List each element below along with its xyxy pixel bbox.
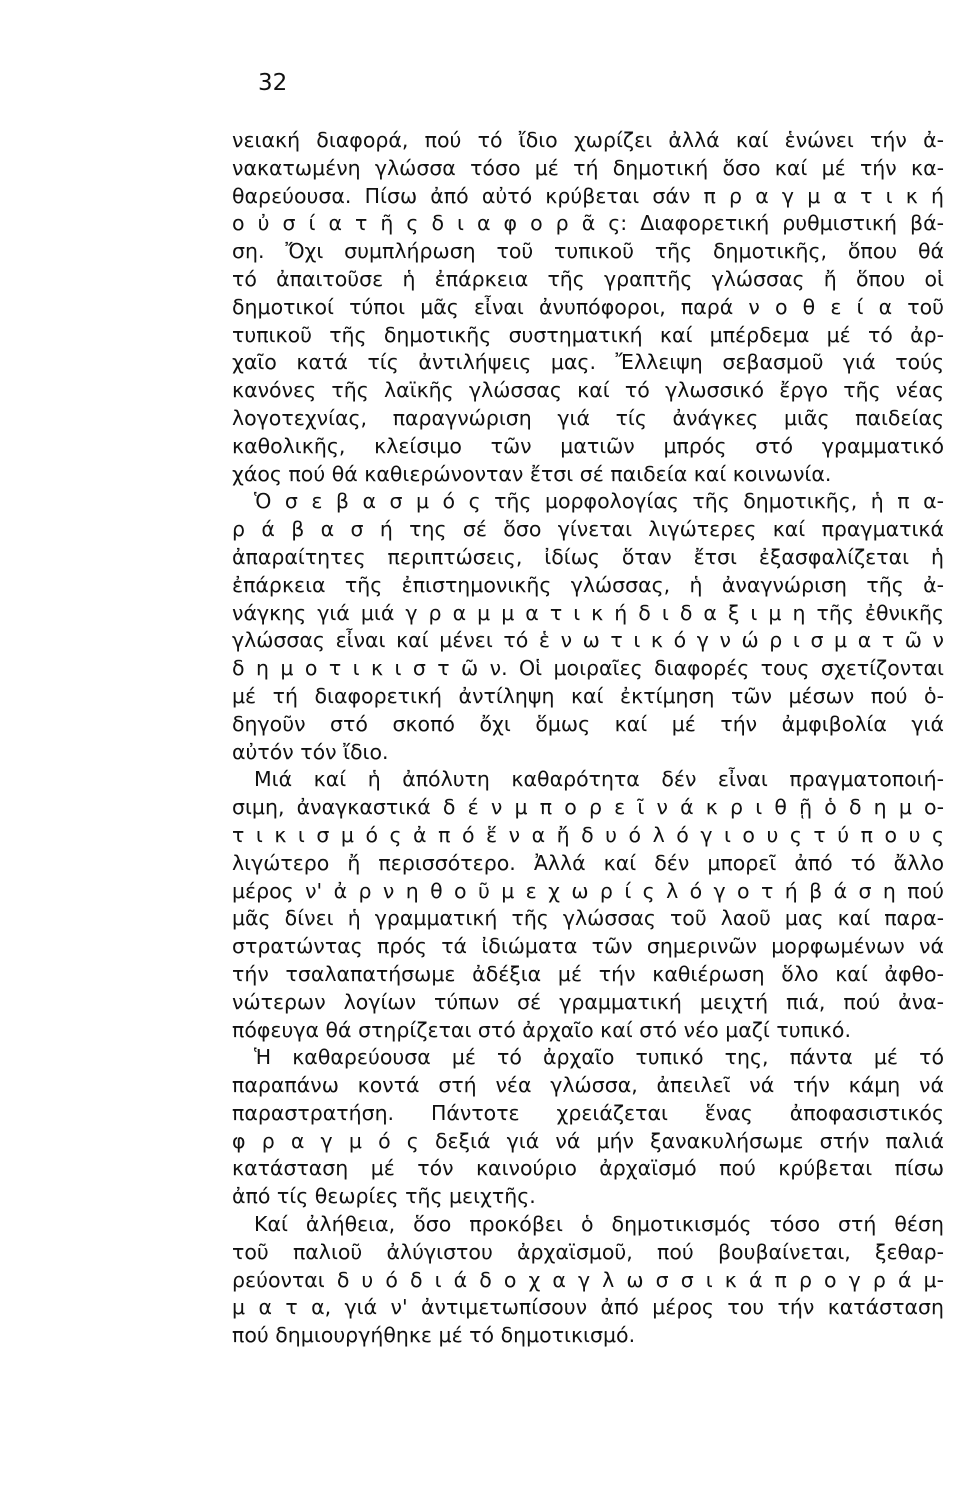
text-line: ἀπό τίς θεωρίες τῆς μειχτῆς.	[232, 1184, 536, 1209]
text-line: νώτερων λογίων τύπων σέ γραμματική μειχτή πιά, πού ἀνα-	[232, 989, 944, 1014]
text-line: Ὁ σ ε β α σ μ ό ς τῆς μορφολογίας τῆς δημοτικῆς, ἡ π α-	[254, 489, 944, 514]
text-line: κατάσταση μέ τόν καινούριο ἀρχαϊσμό πού κρύβεται πίσω	[232, 1156, 944, 1181]
text-line: δημοτικοί τύποι μᾶς εἶναι ἀνυπόφοροι, παρά ν ο θ ε ί α τοῦ	[232, 294, 944, 319]
text-line: ρ ά β α σ ή της σέ ὅσο γίνεται λιγώτερες καί πραγματικά	[232, 517, 944, 542]
text-line: παραστρατήση. Πάντοτε χρειάζεται ἕνας ἀποφασιστικός	[232, 1100, 944, 1125]
text-line: σιμη, ἀναγκαστικά δ έ ν μ π ο ρ ε ῖ ν ά κ ρ ι θ ῇ ὁ δ η μ ο-	[232, 795, 944, 820]
text-line: χάος πού θά καθιερώνονταν ἔτσι σέ παιδεία καί κοινωνία.	[232, 461, 832, 486]
text-line: Καί ἀλήθεια, ὅσο προκόβει ὁ δημοτικισμός τόσο στή θέση	[254, 1212, 944, 1237]
text-line: πού δημιουργήθηκε μέ τό δημοτικισμό.	[232, 1323, 636, 1348]
text-line: πόφευγα θά στηρίζεται στό ἀρχαῖο καί στό νέο μαζί τυπικό.	[232, 1017, 851, 1042]
text-line: μέ τή διαφορετική ἀντίληψη καί ἐκτίμηση τῶν μέσων πού ὁ-	[232, 683, 944, 708]
text-line: τυπικοῦ τῆς δημοτικῆς συστηματική καί μπέρδεμα μέ τό ἀρ-	[232, 322, 944, 347]
text-line: κανόνες τῆς λαϊκῆς γλώσσας καί τό γλωσσικό ἔργο τῆς νέας	[232, 378, 944, 403]
text-line: τήν τσαλαπατήσωμε ἀδέξια μέ τήν καθιέρωση ὅλο καί ἀφθο-	[232, 961, 944, 986]
text-line: θαρεύουσα. Πίσω ἀπό αὐτό κρύβεται σάν π ρ α γ μ α τ ι κ ή	[232, 183, 944, 208]
text-line: μᾶς δίνει ἡ γραμματική τῆς γλώσσας τοῦ λαοῦ μας καί παρα-	[232, 906, 944, 931]
text-line: χαῖο κατά τίς ἀντιλήψεις μας. Ἔλλειψη σεβασμοῦ γιά τούς	[232, 350, 944, 375]
text-line: τ ι κ ι σ μ ό ς ἀ π ό ἕ ν α ἤ δ υ ό λ ό γ ι ο υ ς τ ύ π ο υ ς	[232, 822, 944, 847]
text-line: ἀπαραίτητες περιπτώσεις, ἰδίως ὅταν ἔτσι ἐξασφαλίζεται ἡ	[232, 544, 944, 569]
text-line: δηγοῦν στό σκοπό ὄχι ὅμως καί μέ τήν ἀμφιβολία γιά	[232, 711, 944, 736]
text-line: δ η μ ο τ ι κ ι σ τ ῶ ν. Οἱ μοιραῖες διαφορές τους σχετίζονται	[232, 656, 944, 681]
text-line: στρατώντας πρός τά ἰδιώματα τῶν σημερινῶν μορφωμένων νά	[232, 934, 944, 959]
text-line: τό ἀπαιτοῦσε ἡ ἐπάρκεια τῆς γραπτῆς γλώσσας ἤ ὅπου οἱ	[232, 266, 944, 291]
text-line: νάγκης γιά μιά γ ρ α μ μ α τ ι κ ή δ ι δ α ξ ι μ η τῆς ἐθνικῆς	[232, 600, 944, 625]
text-line: νειακή διαφορά, πού τό ἴδιο χωρίζει ἀλλά καί ἑνώνει τήν ἀ-	[232, 128, 944, 152]
text-line: λιγώτερο ἤ περισσότερο. Ἀλλά καί δέν μπορεῖ ἀπό τό ἄλλο	[232, 850, 944, 875]
text-line: λογοτεχνίας, παραγνώριση γιά τίς ἀνάγκες μιᾶς παιδείας	[232, 405, 944, 430]
text-line: μέρος ν' ἀ ρ ν η θ ο ῦ μ ε χ ω ρ ί ς λ ό γ ο τ ή β ά σ η πού	[232, 878, 944, 903]
text-line: αὐτόν τόν ἴδιο.	[232, 739, 389, 764]
text-line: Μιά καί ἡ ἀπόλυτη καθαρότητα δέν εἶναι πραγματοποιή-	[254, 767, 944, 792]
body-text	[232, 127, 944, 1350]
text-line: ο ὐ σ ί α τ ῆ ς δ ι α φ ο ρ ᾶ ς: Διαφορετική ρυθμιστική βά-	[232, 211, 944, 236]
text-line: νακατωμένη γλώσσα τόσο μέ τή δημοτική ὅσο καί μέ τήν κα-	[232, 155, 944, 180]
page-number: 32	[258, 70, 288, 96]
text-line: γλώσσας εἶναι καί μένει τό ἑ ν ω τ ι κ ό γ ν ώ ρ ι σ μ α τ ῶ ν	[232, 628, 944, 653]
text-line: ση. Ὄχι συμπλήρωση τοῦ τυπικοῦ τῆς δημοτικῆς, ὅπου θά	[232, 239, 944, 264]
text-line: τοῦ παλιοῦ ἀλύγιστου ἀρχαϊσμοῦ, πού βουβαίνεται, ξεθαρ-	[232, 1239, 944, 1264]
text-line: μ α τ α, γιά ν' ἀντιμετωπίσουν ἀπό μέρος του τήν κατάσταση	[232, 1295, 944, 1320]
text-line: ἐπάρκεια τῆς ἐπιστημονικῆς γλώσσας, ἡ ἀναγνώριση τῆς ἀ-	[232, 572, 944, 597]
text-line: ρεύονται δ υ ό δ ι ά δ ο χ α γ λ ω σ σ ι κ ά π ρ ο γ ρ ά μ-	[232, 1267, 944, 1292]
text-line: φ ρ α γ μ ό ς δεξιά γιά νά μήν ξανακυλήσωμε στήν παλιά	[232, 1128, 944, 1153]
text-line: παραπάνω κοντά στή νέα γλώσσα, ἀπειλεῖ νά τήν κάμη νά	[232, 1073, 944, 1098]
text-line: καθολικῆς, κλείσιμο τῶν ματιῶν μπρός στό γραμματικό	[232, 433, 944, 458]
text-line: Ἡ καθαρεύουσα μέ τό ἀρχαῖο τυπικό της, πάντα μέ τό	[254, 1045, 944, 1070]
